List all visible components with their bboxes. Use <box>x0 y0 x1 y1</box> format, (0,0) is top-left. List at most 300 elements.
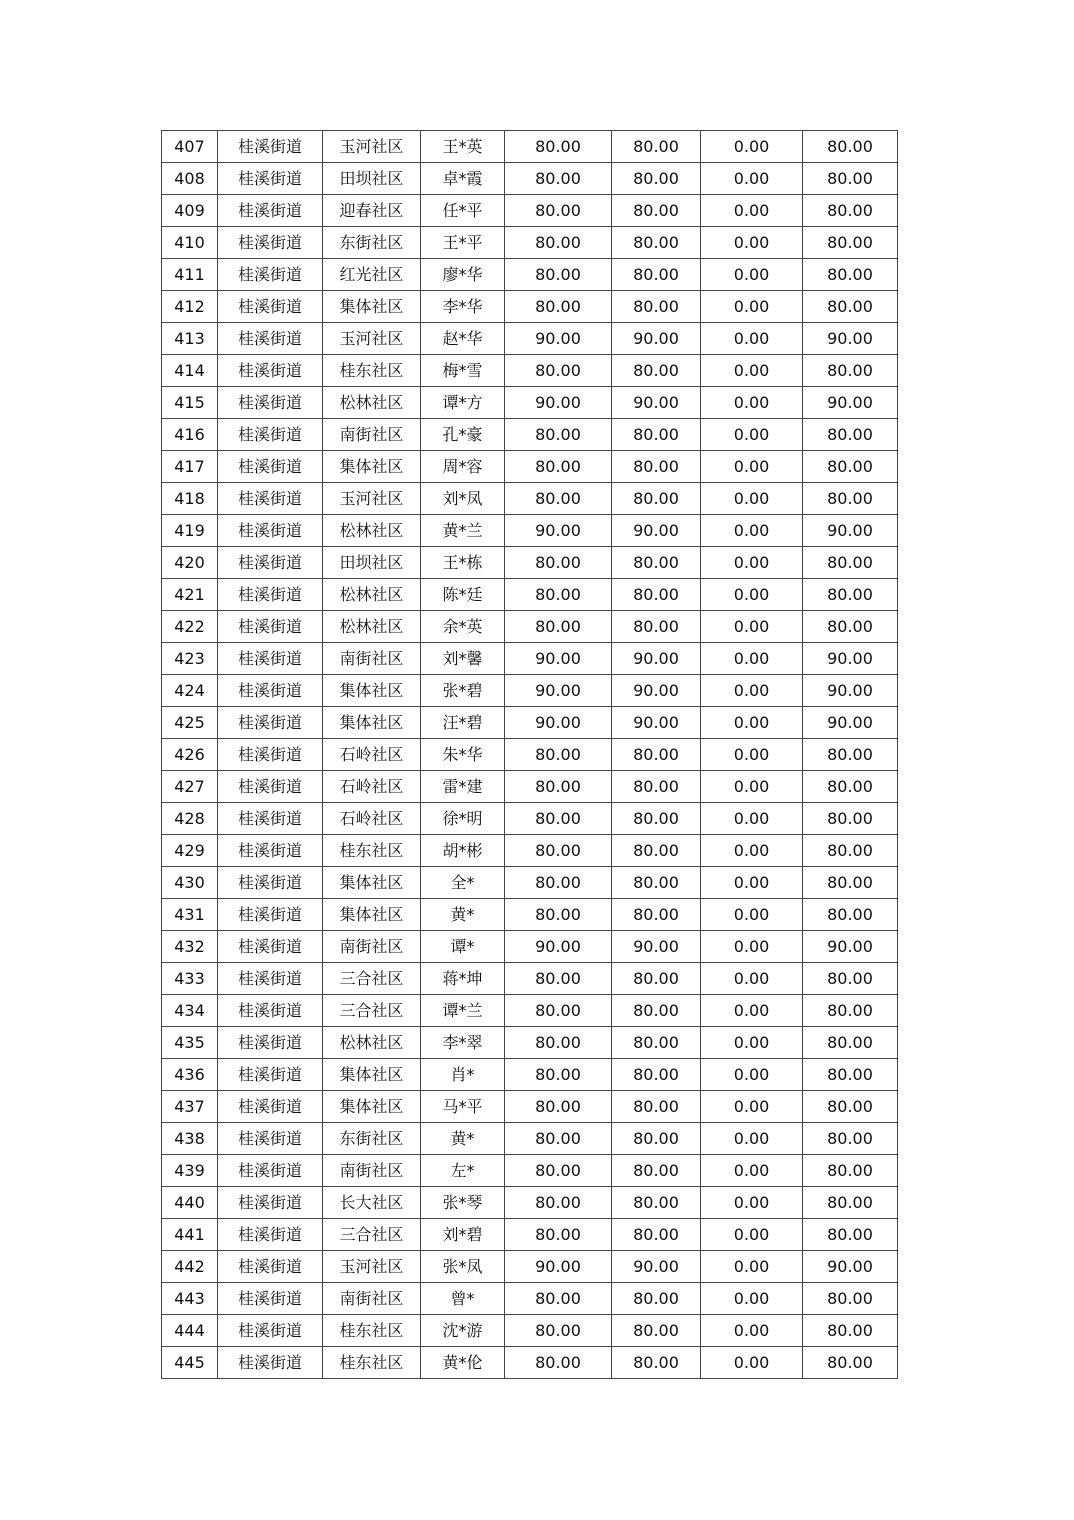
standard-amount-cell: 80.00 <box>612 771 701 803</box>
table-row <box>162 1091 898 1123</box>
name-cell: 王*栋 <box>421 547 505 579</box>
standard-amount-cell: 80.00 <box>612 1187 701 1219</box>
row-number-cell: 407 <box>162 131 218 163</box>
standard-amount-cell: 80.00 <box>612 1155 701 1187</box>
name-cell: 王*平 <box>421 227 505 259</box>
table-row <box>162 355 898 387</box>
deduction-cell: 0.00 <box>701 195 803 227</box>
street-cell: 桂溪街道 <box>218 1027 323 1059</box>
deduction-cell: 0.00 <box>701 1347 803 1379</box>
community-cell: 南街社区 <box>323 643 421 675</box>
deduction-cell: 0.00 <box>701 1027 803 1059</box>
table-row <box>162 419 898 451</box>
standard-amount-cell: 80.00 <box>612 1283 701 1315</box>
deduction-cell: 0.00 <box>701 963 803 995</box>
actual-amount-cell: 80.00 <box>803 611 898 643</box>
row-number-cell: 429 <box>162 835 218 867</box>
amount-cell: 80.00 <box>505 835 612 867</box>
table-row <box>162 1123 898 1155</box>
street-cell: 桂溪街道 <box>218 739 323 771</box>
table-row <box>162 227 898 259</box>
deduction-cell: 0.00 <box>701 931 803 963</box>
deduction-cell: 0.00 <box>701 1187 803 1219</box>
street-cell: 桂溪街道 <box>218 611 323 643</box>
street-cell: 桂溪街道 <box>218 387 323 419</box>
row-number-cell: 420 <box>162 547 218 579</box>
community-cell: 田坝社区 <box>323 547 421 579</box>
actual-amount-cell: 80.00 <box>803 1059 898 1091</box>
amount-cell: 80.00 <box>505 451 612 483</box>
community-cell: 桂东社区 <box>323 355 421 387</box>
actual-amount-cell: 80.00 <box>803 1091 898 1123</box>
community-cell: 东街社区 <box>323 1123 421 1155</box>
street-cell: 桂溪街道 <box>218 131 323 163</box>
table-row <box>162 931 898 963</box>
table-row <box>162 611 898 643</box>
name-cell: 曾* <box>421 1283 505 1315</box>
row-number-cell: 409 <box>162 195 218 227</box>
standard-amount-cell: 80.00 <box>612 547 701 579</box>
name-cell: 朱*华 <box>421 739 505 771</box>
table-row <box>162 675 898 707</box>
actual-amount-cell: 90.00 <box>803 1251 898 1283</box>
street-cell: 桂溪街道 <box>218 707 323 739</box>
standard-amount-cell: 80.00 <box>612 1027 701 1059</box>
deduction-cell: 0.00 <box>701 1219 803 1251</box>
deduction-cell: 0.00 <box>701 803 803 835</box>
amount-cell: 80.00 <box>505 1347 612 1379</box>
name-cell: 李*华 <box>421 291 505 323</box>
deduction-cell: 0.00 <box>701 1155 803 1187</box>
standard-amount-cell: 80.00 <box>612 899 701 931</box>
deduction-cell: 0.00 <box>701 387 803 419</box>
street-cell: 桂溪街道 <box>218 899 323 931</box>
street-cell: 桂溪街道 <box>218 547 323 579</box>
community-cell: 三合社区 <box>323 1219 421 1251</box>
deduction-cell: 0.00 <box>701 451 803 483</box>
deduction-cell: 0.00 <box>701 899 803 931</box>
actual-amount-cell: 80.00 <box>803 1283 898 1315</box>
amount-cell: 80.00 <box>505 899 612 931</box>
row-number-cell: 432 <box>162 931 218 963</box>
amount-cell: 80.00 <box>505 1315 612 1347</box>
community-cell: 集体社区 <box>323 1059 421 1091</box>
row-number-cell: 412 <box>162 291 218 323</box>
amount-cell: 90.00 <box>505 515 612 547</box>
street-cell: 桂溪街道 <box>218 483 323 515</box>
actual-amount-cell: 80.00 <box>803 867 898 899</box>
deduction-cell: 0.00 <box>701 1283 803 1315</box>
amount-cell: 80.00 <box>505 579 612 611</box>
amount-cell: 80.00 <box>505 355 612 387</box>
deduction-cell: 0.00 <box>701 291 803 323</box>
amount-cell: 80.00 <box>505 1155 612 1187</box>
table-row <box>162 387 898 419</box>
row-number-cell: 428 <box>162 803 218 835</box>
community-cell: 玉河社区 <box>323 483 421 515</box>
deduction-cell: 0.00 <box>701 483 803 515</box>
amount-cell: 80.00 <box>505 1059 612 1091</box>
table-row <box>162 1283 898 1315</box>
street-cell: 桂溪街道 <box>218 195 323 227</box>
name-cell: 张*凤 <box>421 1251 505 1283</box>
name-cell: 沈*游 <box>421 1315 505 1347</box>
community-cell: 松林社区 <box>323 611 421 643</box>
deduction-cell: 0.00 <box>701 739 803 771</box>
amount-cell: 90.00 <box>505 323 612 355</box>
street-cell: 桂溪街道 <box>218 1059 323 1091</box>
standard-amount-cell: 80.00 <box>612 419 701 451</box>
community-cell: 三合社区 <box>323 995 421 1027</box>
row-number-cell: 431 <box>162 899 218 931</box>
community-cell: 南街社区 <box>323 419 421 451</box>
deduction-cell: 0.00 <box>701 643 803 675</box>
table-row <box>162 515 898 547</box>
actual-amount-cell: 80.00 <box>803 579 898 611</box>
name-cell: 肖* <box>421 1059 505 1091</box>
name-cell: 蒋*坤 <box>421 963 505 995</box>
deduction-cell: 0.00 <box>701 771 803 803</box>
street-cell: 桂溪街道 <box>218 1315 323 1347</box>
row-number-cell: 440 <box>162 1187 218 1219</box>
standard-amount-cell: 80.00 <box>612 163 701 195</box>
row-number-cell: 419 <box>162 515 218 547</box>
name-cell: 胡*彬 <box>421 835 505 867</box>
community-cell: 桂东社区 <box>323 835 421 867</box>
actual-amount-cell: 80.00 <box>803 451 898 483</box>
amount-cell: 90.00 <box>505 707 612 739</box>
table-row <box>162 1027 898 1059</box>
table-row <box>162 579 898 611</box>
deduction-cell: 0.00 <box>701 611 803 643</box>
table-row <box>162 1347 898 1379</box>
amount-cell: 80.00 <box>505 1219 612 1251</box>
community-cell: 桂东社区 <box>323 1315 421 1347</box>
community-cell: 集体社区 <box>323 451 421 483</box>
actual-amount-cell: 80.00 <box>803 163 898 195</box>
actual-amount-cell: 90.00 <box>803 643 898 675</box>
row-number-cell: 417 <box>162 451 218 483</box>
amount-cell: 90.00 <box>505 387 612 419</box>
name-cell: 谭* <box>421 931 505 963</box>
community-cell: 集体社区 <box>323 867 421 899</box>
amount-cell: 80.00 <box>505 227 612 259</box>
actual-amount-cell: 90.00 <box>803 387 898 419</box>
standard-amount-cell: 80.00 <box>612 195 701 227</box>
deduction-cell: 0.00 <box>701 163 803 195</box>
community-cell: 集体社区 <box>323 291 421 323</box>
community-cell: 松林社区 <box>323 387 421 419</box>
table-row <box>162 483 898 515</box>
row-number-cell: 427 <box>162 771 218 803</box>
amount-cell: 80.00 <box>505 131 612 163</box>
standard-amount-cell: 80.00 <box>612 835 701 867</box>
table-row <box>162 259 898 291</box>
actual-amount-cell: 80.00 <box>803 291 898 323</box>
street-cell: 桂溪街道 <box>218 771 323 803</box>
street-cell: 桂溪街道 <box>218 1187 323 1219</box>
community-cell: 东街社区 <box>323 227 421 259</box>
table-row <box>162 547 898 579</box>
community-cell: 桂东社区 <box>323 1347 421 1379</box>
community-cell: 松林社区 <box>323 1027 421 1059</box>
community-cell: 集体社区 <box>323 675 421 707</box>
community-cell: 玉河社区 <box>323 323 421 355</box>
street-cell: 桂溪街道 <box>218 323 323 355</box>
amount-cell: 80.00 <box>505 1027 612 1059</box>
community-cell: 石岭社区 <box>323 771 421 803</box>
name-cell: 余*英 <box>421 611 505 643</box>
table-row <box>162 899 898 931</box>
deduction-cell: 0.00 <box>701 259 803 291</box>
name-cell: 黄* <box>421 1123 505 1155</box>
street-cell: 桂溪街道 <box>218 803 323 835</box>
street-cell: 桂溪街道 <box>218 963 323 995</box>
street-cell: 桂溪街道 <box>218 1155 323 1187</box>
deduction-cell: 0.00 <box>701 995 803 1027</box>
actual-amount-cell: 90.00 <box>803 323 898 355</box>
street-cell: 桂溪街道 <box>218 291 323 323</box>
amount-cell: 90.00 <box>505 675 612 707</box>
deduction-cell: 0.00 <box>701 547 803 579</box>
deduction-cell: 0.00 <box>701 579 803 611</box>
name-cell: 孔*豪 <box>421 419 505 451</box>
standard-amount-cell: 80.00 <box>612 1315 701 1347</box>
community-cell: 南街社区 <box>323 931 421 963</box>
name-cell: 马*平 <box>421 1091 505 1123</box>
deduction-cell: 0.00 <box>701 355 803 387</box>
actual-amount-cell: 80.00 <box>803 803 898 835</box>
row-number-cell: 418 <box>162 483 218 515</box>
data-table <box>161 130 898 1379</box>
name-cell: 黄*伦 <box>421 1347 505 1379</box>
deduction-cell: 0.00 <box>701 675 803 707</box>
name-cell: 刘*馨 <box>421 643 505 675</box>
deduction-cell: 0.00 <box>701 227 803 259</box>
standard-amount-cell: 80.00 <box>612 611 701 643</box>
name-cell: 任*平 <box>421 195 505 227</box>
row-number-cell: 422 <box>162 611 218 643</box>
name-cell: 黄*兰 <box>421 515 505 547</box>
standard-amount-cell: 80.00 <box>612 259 701 291</box>
amount-cell: 80.00 <box>505 739 612 771</box>
name-cell: 廖*华 <box>421 259 505 291</box>
actual-amount-cell: 80.00 <box>803 259 898 291</box>
standard-amount-cell: 90.00 <box>612 707 701 739</box>
deduction-cell: 0.00 <box>701 515 803 547</box>
name-cell: 张*碧 <box>421 675 505 707</box>
row-number-cell: 433 <box>162 963 218 995</box>
street-cell: 桂溪街道 <box>218 835 323 867</box>
standard-amount-cell: 90.00 <box>612 1251 701 1283</box>
table-body <box>162 131 898 1379</box>
standard-amount-cell: 80.00 <box>612 291 701 323</box>
name-cell: 李*翠 <box>421 1027 505 1059</box>
amount-cell: 80.00 <box>505 1187 612 1219</box>
table-row <box>162 643 898 675</box>
standard-amount-cell: 90.00 <box>612 643 701 675</box>
community-cell: 松林社区 <box>323 579 421 611</box>
table-row <box>162 995 898 1027</box>
row-number-cell: 425 <box>162 707 218 739</box>
amount-cell: 80.00 <box>505 611 612 643</box>
deduction-cell: 0.00 <box>701 1251 803 1283</box>
actual-amount-cell: 80.00 <box>803 1315 898 1347</box>
row-number-cell: 442 <box>162 1251 218 1283</box>
deduction-cell: 0.00 <box>701 867 803 899</box>
community-cell: 田坝社区 <box>323 163 421 195</box>
amount-cell: 80.00 <box>505 547 612 579</box>
community-cell: 松林社区 <box>323 515 421 547</box>
community-cell: 玉河社区 <box>323 1251 421 1283</box>
street-cell: 桂溪街道 <box>218 163 323 195</box>
actual-amount-cell: 80.00 <box>803 963 898 995</box>
amount-cell: 80.00 <box>505 291 612 323</box>
amount-cell: 90.00 <box>505 643 612 675</box>
table-row <box>162 1251 898 1283</box>
actual-amount-cell: 90.00 <box>803 675 898 707</box>
table-row <box>162 803 898 835</box>
standard-amount-cell: 80.00 <box>612 131 701 163</box>
actual-amount-cell: 80.00 <box>803 355 898 387</box>
actual-amount-cell: 80.00 <box>803 1187 898 1219</box>
standard-amount-cell: 80.00 <box>612 1219 701 1251</box>
amount-cell: 80.00 <box>505 259 612 291</box>
row-number-cell: 411 <box>162 259 218 291</box>
actual-amount-cell: 80.00 <box>803 483 898 515</box>
standard-amount-cell: 80.00 <box>612 1059 701 1091</box>
amount-cell: 80.00 <box>505 1283 612 1315</box>
street-cell: 桂溪街道 <box>218 515 323 547</box>
street-cell: 桂溪街道 <box>218 1283 323 1315</box>
street-cell: 桂溪街道 <box>218 419 323 451</box>
actual-amount-cell: 90.00 <box>803 515 898 547</box>
actual-amount-cell: 80.00 <box>803 1155 898 1187</box>
table-row <box>162 835 898 867</box>
name-cell: 王*英 <box>421 131 505 163</box>
table-row <box>162 963 898 995</box>
row-number-cell: 415 <box>162 387 218 419</box>
community-cell: 南街社区 <box>323 1155 421 1187</box>
name-cell: 全* <box>421 867 505 899</box>
amount-cell: 80.00 <box>505 803 612 835</box>
amount-cell: 80.00 <box>505 483 612 515</box>
table-row <box>162 771 898 803</box>
street-cell: 桂溪街道 <box>218 1123 323 1155</box>
standard-amount-cell: 80.00 <box>612 579 701 611</box>
row-number-cell: 410 <box>162 227 218 259</box>
community-cell: 长大社区 <box>323 1187 421 1219</box>
actual-amount-cell: 80.00 <box>803 899 898 931</box>
table-row <box>162 867 898 899</box>
actual-amount-cell: 80.00 <box>803 1219 898 1251</box>
actual-amount-cell: 80.00 <box>803 195 898 227</box>
standard-amount-cell: 80.00 <box>612 1123 701 1155</box>
deduction-cell: 0.00 <box>701 419 803 451</box>
community-cell: 石岭社区 <box>323 739 421 771</box>
actual-amount-cell: 80.00 <box>803 1347 898 1379</box>
name-cell: 陈*廷 <box>421 579 505 611</box>
table-row <box>162 1187 898 1219</box>
amount-cell: 90.00 <box>505 1251 612 1283</box>
row-number-cell: 436 <box>162 1059 218 1091</box>
table-row <box>162 739 898 771</box>
standard-amount-cell: 80.00 <box>612 963 701 995</box>
name-cell: 刘*凤 <box>421 483 505 515</box>
community-cell: 集体社区 <box>323 1091 421 1123</box>
actual-amount-cell: 80.00 <box>803 1027 898 1059</box>
deduction-cell: 0.00 <box>701 1091 803 1123</box>
row-number-cell: 439 <box>162 1155 218 1187</box>
deduction-cell: 0.00 <box>701 323 803 355</box>
amount-cell: 80.00 <box>505 163 612 195</box>
actual-amount-cell: 80.00 <box>803 131 898 163</box>
row-number-cell: 416 <box>162 419 218 451</box>
standard-amount-cell: 90.00 <box>612 515 701 547</box>
name-cell: 周*容 <box>421 451 505 483</box>
actual-amount-cell: 80.00 <box>803 547 898 579</box>
community-cell: 南街社区 <box>323 1283 421 1315</box>
row-number-cell: 435 <box>162 1027 218 1059</box>
row-number-cell: 443 <box>162 1283 218 1315</box>
table-row <box>162 291 898 323</box>
row-number-cell: 413 <box>162 323 218 355</box>
name-cell: 汪*碧 <box>421 707 505 739</box>
standard-amount-cell: 80.00 <box>612 1347 701 1379</box>
deduction-cell: 0.00 <box>701 131 803 163</box>
standard-amount-cell: 80.00 <box>612 451 701 483</box>
standard-amount-cell: 80.00 <box>612 355 701 387</box>
deduction-cell: 0.00 <box>701 835 803 867</box>
amount-cell: 90.00 <box>505 931 612 963</box>
street-cell: 桂溪街道 <box>218 995 323 1027</box>
name-cell: 左* <box>421 1155 505 1187</box>
community-cell: 玉河社区 <box>323 131 421 163</box>
standard-amount-cell: 90.00 <box>612 931 701 963</box>
standard-amount-cell: 80.00 <box>612 739 701 771</box>
table-row <box>162 451 898 483</box>
standard-amount-cell: 80.00 <box>612 1091 701 1123</box>
name-cell: 黄* <box>421 899 505 931</box>
table-row <box>162 1059 898 1091</box>
table-row <box>162 707 898 739</box>
street-cell: 桂溪街道 <box>218 1219 323 1251</box>
row-number-cell: 424 <box>162 675 218 707</box>
street-cell: 桂溪街道 <box>218 675 323 707</box>
actual-amount-cell: 80.00 <box>803 1123 898 1155</box>
actual-amount-cell: 80.00 <box>803 739 898 771</box>
street-cell: 桂溪街道 <box>218 1347 323 1379</box>
name-cell: 雷*建 <box>421 771 505 803</box>
street-cell: 桂溪街道 <box>218 259 323 291</box>
standard-amount-cell: 80.00 <box>612 227 701 259</box>
street-cell: 桂溪街道 <box>218 451 323 483</box>
table-row <box>162 323 898 355</box>
name-cell: 张*琴 <box>421 1187 505 1219</box>
name-cell: 赵*华 <box>421 323 505 355</box>
standard-amount-cell: 80.00 <box>612 483 701 515</box>
standard-amount-cell: 90.00 <box>612 675 701 707</box>
actual-amount-cell: 80.00 <box>803 771 898 803</box>
amount-cell: 80.00 <box>505 195 612 227</box>
row-number-cell: 438 <box>162 1123 218 1155</box>
table-row <box>162 1219 898 1251</box>
deduction-cell: 0.00 <box>701 707 803 739</box>
community-cell: 石岭社区 <box>323 803 421 835</box>
community-cell: 红光社区 <box>323 259 421 291</box>
row-number-cell: 421 <box>162 579 218 611</box>
table-row <box>162 195 898 227</box>
